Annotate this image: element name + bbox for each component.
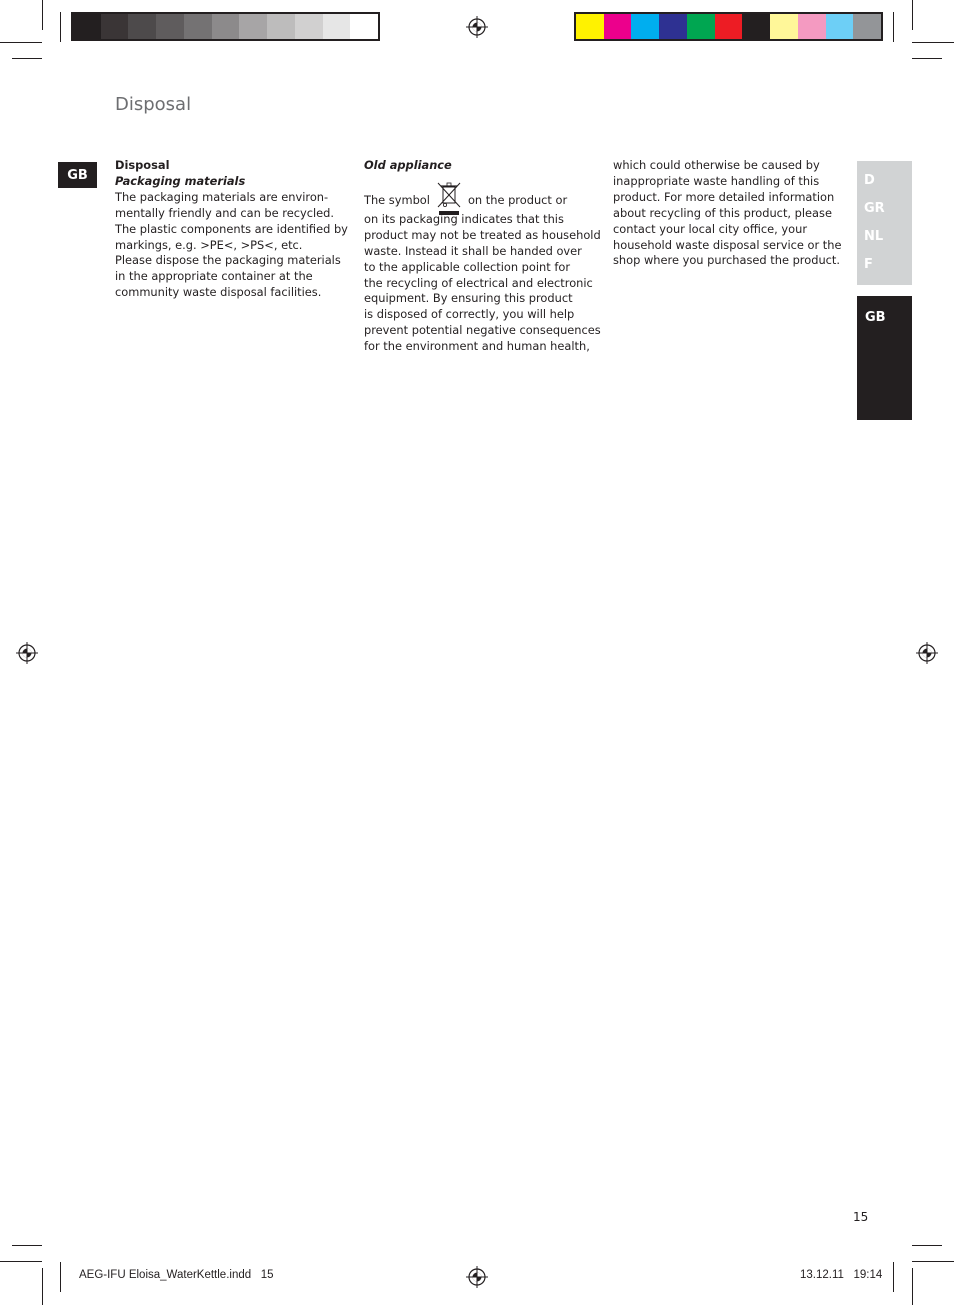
- crop-mark: [42, 0, 43, 30]
- text-line: community waste disposal facilities.: [115, 285, 322, 300]
- page-number: 15: [853, 1210, 869, 1224]
- text-line: product may not be treated as household: [364, 227, 601, 242]
- color-swatch: [73, 14, 101, 39]
- crop-mark: [42, 1268, 43, 1305]
- color-swatch: [267, 14, 295, 39]
- registration-mark-icon: [16, 642, 38, 664]
- column-packaging: [115, 158, 350, 301]
- crop-mark: [912, 1245, 942, 1246]
- crop-mark: [60, 12, 61, 42]
- process-color-bar: [574, 12, 883, 41]
- color-swatch: [576, 14, 604, 39]
- symbol-text-after: on the product or: [467, 192, 568, 207]
- crop-mark: [12, 1245, 42, 1246]
- slug-file: AEG-IFU Eloisa_WaterKettle.indd 15: [79, 1269, 274, 1281]
- text-line: waste. Instead it shall be handed over: [364, 243, 582, 258]
- text-line: to the applicable collection point for: [364, 259, 571, 274]
- crop-mark: [893, 12, 894, 42]
- section-heading: Disposal: [115, 158, 170, 172]
- crop-mark: [912, 58, 942, 59]
- language-tab-d[interactable]: D: [864, 173, 875, 188]
- color-swatch: [826, 14, 854, 39]
- crop-mark: [912, 42, 954, 43]
- text-line: inappropriate waste handling of this: [613, 173, 820, 188]
- text-line: mentally friendly and can be recycled.: [115, 205, 335, 220]
- color-swatch: [604, 14, 632, 39]
- text-line: Please dispose the packaging materials: [115, 253, 341, 268]
- slug-date: 13.12.11 19:14: [800, 1269, 883, 1281]
- language-tab-active: [857, 296, 912, 420]
- text-line: product. For more detailed information: [613, 189, 835, 204]
- crop-mark: [912, 1261, 954, 1262]
- text-line: household waste disposal service or the: [613, 237, 842, 252]
- text-line: for the environment and human health,: [364, 339, 590, 354]
- column-old-appliance: [364, 158, 599, 355]
- symbol-text-before: The symbol: [364, 192, 430, 207]
- crop-mark: [912, 1268, 913, 1305]
- page-title: Disposal: [115, 94, 192, 115]
- color-swatch: [101, 14, 129, 39]
- language-tab-gb[interactable]: GB: [865, 310, 886, 325]
- color-swatch: [323, 14, 351, 39]
- text-line: markings, e.g. >PE<, >PS<, etc.: [115, 237, 303, 252]
- color-swatch: [128, 14, 156, 39]
- text-line: equipment. By ensuring this product: [364, 291, 573, 306]
- color-swatch: [184, 14, 212, 39]
- text-line: in the appropriate container at the: [115, 269, 313, 284]
- text-line: about recycling of this product, please: [613, 205, 832, 220]
- color-swatch: [853, 14, 881, 39]
- color-swatch: [631, 14, 659, 39]
- text-line: which could otherwise be caused by: [613, 158, 820, 172]
- text-line: is disposed of correctly, you will help: [364, 307, 575, 322]
- section-subheading: Old appliance: [364, 158, 452, 172]
- color-swatch: [350, 14, 378, 39]
- text-line: shop where you purchased the product.: [613, 253, 841, 268]
- paragraph: [364, 212, 599, 355]
- crop-mark: [912, 0, 913, 30]
- language-badge: GB: [58, 162, 97, 188]
- text-line: contact your local city office, your: [613, 221, 808, 236]
- color-swatch: [156, 14, 184, 39]
- crop-mark: [60, 1262, 61, 1292]
- paragraph: [115, 190, 350, 301]
- text-line: on its packaging indicates that this: [364, 211, 564, 226]
- crop-mark: [893, 1262, 894, 1292]
- text-line: The plastic components are identified by: [115, 221, 348, 236]
- color-swatch: [798, 14, 826, 39]
- grayscale-color-bar: [71, 12, 380, 41]
- registration-mark-icon: [466, 16, 488, 38]
- text-line: The packaging materials are environ-: [115, 189, 329, 204]
- language-tab-gr[interactable]: GR: [864, 201, 885, 216]
- crop-mark: [0, 42, 42, 43]
- color-swatch: [687, 14, 715, 39]
- language-tab-nl[interactable]: NL: [864, 229, 884, 244]
- crop-mark: [0, 1261, 42, 1262]
- color-swatch: [742, 14, 770, 39]
- color-swatch: [239, 14, 267, 39]
- color-swatch: [659, 14, 687, 39]
- paragraph: [613, 158, 848, 269]
- color-swatch: [212, 14, 240, 39]
- registration-mark-icon: [916, 642, 938, 664]
- color-swatch: [770, 14, 798, 39]
- language-tab-f[interactable]: F: [864, 257, 873, 272]
- color-swatch: [715, 14, 743, 39]
- language-tabs-inactive: [857, 161, 912, 285]
- registration-mark-icon: [466, 1266, 488, 1288]
- crop-mark: [12, 58, 42, 59]
- text-line: the recycling of electrical and electronic: [364, 275, 593, 290]
- column-continued: [613, 158, 848, 269]
- text-line: prevent potential negative consequences: [364, 323, 601, 338]
- section-subheading: Packaging materials: [115, 173, 246, 188]
- color-swatch: [295, 14, 323, 39]
